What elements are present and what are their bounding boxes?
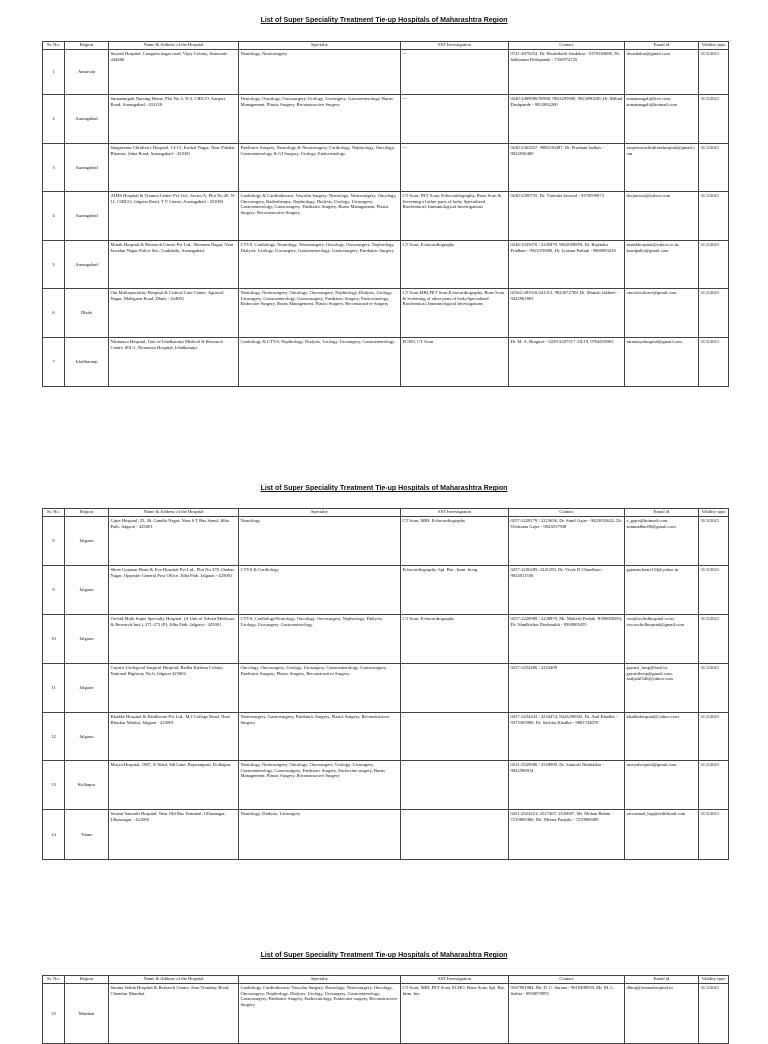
region-cell: Mumbai	[65, 984, 109, 1044]
hospital-name-cell: Gajre Hospital, 25, 26, Gandhi Nagar, Near S T Bus Stand, Jilha Path, Jalgaon - 425001	[109, 517, 239, 566]
header-contact: Contact	[509, 42, 625, 50]
specialty-cell: Neurology, Dialysis, Urosurgery	[239, 810, 401, 860]
validity-cell: 31/3/2021	[699, 566, 729, 615]
email-cell: ceo@orchidhospital.co.in, ceo.orchidhospital@gmail.com	[625, 615, 699, 664]
table-row	[43, 241, 729, 289]
sr-no-cell: 1	[43, 50, 65, 95]
region-cell: Aurangabad	[65, 144, 109, 192]
sr-no-cell: 11	[43, 664, 65, 713]
email-cell: gayatri_hosp@bsnl.in, gayatrihosp@gmail.com, anilpatil346@yahoo.com	[625, 664, 699, 713]
contact-cell: 0257-2228179 / 2223656, Dr. Sunil Gajre - 9823032622, Dr. Tilottama Gajre - 9823017938	[509, 517, 625, 566]
validity-cell: 31/3/2021	[699, 192, 729, 241]
specialty-cell: Neurosurgery, Gastrosurgery, Paediatric Surgery, Plastic Surgery, Reconstructive Surgery	[239, 713, 401, 761]
header-sst: SST Investigation	[401, 509, 509, 517]
specialty-cell: Cardiology & CTVS, Nephrology, Dialysis, Urology, Urosurgery, Gastroenterology	[239, 338, 401, 387]
sr-no-cell: 7	[43, 338, 65, 387]
region-cell: Aurangabad	[65, 241, 109, 289]
page-title: List of Super Speciality Treatment Tie-up Hospitals of Maharashtra Region	[260, 952, 508, 959]
header-region: Region	[65, 42, 109, 50]
hospital-name-cell: Morya Hospital, 1987, E Ward, 9th Lane, Rajarampuri, Kolhapur.	[109, 761, 239, 810]
region-cell: Thane	[65, 810, 109, 860]
contact-cell: 0257-2254406 / 2254409	[509, 664, 625, 713]
hospital-name-cell: Gayatri Urological Surgical Hospital, Radha Krishna Colony, National Highway No.6, Jalgaon 425002	[109, 664, 239, 713]
header-sst: SST Investigation	[401, 976, 509, 984]
email-cell: manikhospital@yahoo.co.in, kondpallo@gmail.com	[625, 241, 699, 289]
validity-cell: 31/3/2021	[699, 713, 729, 761]
region-cell: Jalgaon	[65, 713, 109, 761]
table-row	[43, 517, 729, 566]
specialty-cell: Paediatric Surgery, Neurology & Neurosurgery, Cardiology, Nephrology, Oncology, Gastroenterology & GI Surgery, Urology, Endocrinology	[239, 144, 401, 192]
header-email: Email id	[625, 976, 699, 984]
header-region: Region	[65, 509, 109, 517]
table-row	[43, 810, 729, 860]
hospital-table	[42, 41, 729, 387]
email-cell: drvjaiswal@yahoo.com	[625, 192, 699, 241]
header-specialty: Specialty	[239, 509, 401, 517]
sst-investigation-cell: CT Scan, MRI, Echocardiography	[401, 517, 509, 566]
region-cell: Amravati	[65, 50, 109, 95]
validity-cell: 31/3/2021	[699, 144, 729, 192]
contact-cell: 9167901984, Mr. D. C. Surana - 9619498559, Mr. M. L. Sethia - 9930070995	[509, 984, 625, 1044]
sr-no-cell: 5	[43, 241, 65, 289]
sr-no-cell: 14	[43, 810, 65, 860]
contact-cell: 0240-2335070 / 2345879, 9822058859, Dr. Rajendra Pradhan - 9923370000, Dr. Jyotsna Pathak - 9860083210	[509, 241, 625, 289]
header-contact: Contact	[509, 509, 625, 517]
sst-investigation-cell: ---	[401, 144, 509, 192]
hospital-name-cell: Khadke Hospital & Healthcare Pvt Ltd., M J College Road, Near Bhaskar Market, Jalgaon - 425001	[109, 713, 239, 761]
hospital-name-cell: Surana Sethia Hospital & Research Centre, Sion Trombay Road, Chembur Mumbai.	[109, 984, 239, 1044]
sst-investigation-cell: CT Scan, PET Scan, Echocardiography, Bone Scan & Screening of other parts of body, Specialized Biochemical, Immunological Investigations	[401, 192, 509, 241]
email-cell: omcriticalcare@gmail.com	[625, 289, 699, 338]
specialty-cell: CTVS & Cardiology	[239, 566, 401, 615]
email-cell: drsasdakar@gmail.com	[625, 50, 699, 95]
header-validity: Validity upto	[699, 509, 729, 517]
sr-no-cell: 12	[43, 713, 65, 761]
validity-cell: 31/3/2021	[699, 810, 729, 860]
header-region: Region	[65, 976, 109, 984]
email-cell: dhiraj@suranahospital.in	[625, 984, 699, 1044]
header-email: Email id	[625, 42, 699, 50]
validity-cell: 31/3/2021	[699, 664, 729, 713]
email-cell: sanjeevanichildrenshospital@gmail.com	[625, 144, 699, 192]
contact-cell: 02562-283316/241313, 9823072788, Dr. Manish Jakhete - 9422961803	[509, 289, 625, 338]
specialty-cell: Neurology, Neurosurgery, Oncology, Oncosurgery, Urology, Urosurgery, Gastroenterology, Gastrosurgery, Paediatric Surgery, Endocrine surgery, Burns Management, Plastic Surgery, Reconstructive Surgery	[239, 761, 401, 810]
validity-cell: 31/3/2021	[699, 984, 729, 1044]
table-row	[43, 713, 729, 761]
table-header-row	[43, 509, 729, 517]
header-sr-no: Sr. No.	[43, 42, 65, 50]
validity-cell: 31/3/2021	[699, 761, 729, 810]
table-row	[43, 664, 729, 713]
specialty-cell: Neurology, Neurosurgery	[239, 50, 401, 95]
specialty-cell: CTVS, Cardiology, Neurology, Neurosurgery, Oncology, Oncosurgery, Nephrology, Dialysis, Urology, Urosurgery, Gastroenterology, Gastrosurgery, Paediatric Surgery	[239, 241, 401, 289]
header-sst: SST Investigation	[401, 42, 509, 50]
sr-no-cell: 3	[43, 144, 65, 192]
sst-investigation-cell: CT Scan,MRI,PET Scan,Echocardiography, Bone Scan & Screening of other parts of body,Specialized Biochemical, Immunological Investigations	[401, 289, 509, 338]
email-cell: sarvanand_hsp@rediffmail.com	[625, 810, 699, 860]
table-row	[43, 761, 729, 810]
contact-cell: 0240-2363457, 9980150487, Dr. Prashant Jadhav - 9822036400	[509, 144, 625, 192]
table-row	[43, 338, 729, 387]
contact-cell: 0257-2228989 / 2228970, Mr. Mukesh Pathak -8390000283, Dr. Nandkishor Deshmukh - 8390005455	[509, 615, 625, 664]
sst-investigation-cell: CT Scan, Echocardiography	[401, 241, 509, 289]
table-row	[43, 50, 729, 95]
sst-investigation-cell: ECHO, CT Scan	[401, 338, 509, 387]
sst-investigation-cell: CT Scan, Echocardiography	[401, 615, 509, 664]
specialty-cell: Cardiology, Cardiothoracic Vascular Surgery, Neurology, Neurosurgery, Oncology, Oncosurgery, Nephrology, Dialysis, Urology, Urosurgery, Gastroenterology, Gastrosurgery, Paediatric Surgery, Endocrinology, Endocrine surgery, Reconstructive Surgery	[239, 984, 401, 1044]
specialty-cell: Neurology, Oncology, Oncosurgery, Urology, Urosurgery, Gastroenterology, Burns Management, Plastic Surgery, Reconstructive Surgery	[239, 95, 401, 144]
sr-no-cell: 8	[43, 517, 65, 566]
hospital-name-cell: Shree Gajanan Heart & Eye Hospital Pvt Ltd., Plot No.370, Omkar Nagar, Opposite General Post Office, Jilha Path, Jalgaon - 425001	[109, 566, 239, 615]
table-row	[43, 615, 729, 664]
sr-no-cell: 9	[43, 566, 65, 615]
table-header-row	[43, 976, 729, 984]
region-cell: Jalgaon	[65, 615, 109, 664]
header-specialty: Specialty	[239, 976, 401, 984]
header-validity: Validity upto	[699, 42, 729, 50]
email-cell: gajanan.heart134@yahoo.in	[625, 566, 699, 615]
contact-cell: 0251-2524251/ 2527467/ 2520607, Mr. Mohan Balani - 7219809406, Ms. Meena Punjabi - 7219809409	[509, 810, 625, 860]
hospital-table-block	[42, 41, 728, 387]
sr-no-cell: 15	[43, 984, 65, 1044]
region-cell: Aurangabad	[65, 192, 109, 241]
email-cell: sumanangali@live.com, sumanangali@hotmail.com	[625, 95, 699, 144]
hospital-table	[42, 975, 729, 1044]
region-cell: Dhule	[65, 289, 109, 338]
page-title: List of Super Speciality Treatment Tie-up Hospitals of Maharashtra Region	[260, 17, 508, 24]
header-email: Email id	[625, 509, 699, 517]
validity-cell: 31/3/2021	[699, 50, 729, 95]
hospital-name-cell: Sumanangali Nursing Home, Plot No.3, N-2, CIDCO, Aarport Road, Aurangabad - 431210	[109, 95, 239, 144]
sst-investigation-cell: -	[401, 810, 509, 860]
sst-investigation-cell: Echocardiography, Spl. Bio., Imm. Invtg	[401, 566, 509, 615]
contact-cell: 0240-2390755, Dr. Virendra Jaiswal - 9370590973	[509, 192, 625, 241]
contact-cell: 0231-2529006 / 2529009, Dr. Santosh Nimbalkar - 9822580914	[509, 761, 625, 810]
sr-no-cell: 6	[43, 289, 65, 338]
header-contact: Contact	[509, 976, 625, 984]
table-row	[43, 984, 729, 1044]
email-cell: moryahospital@gmail.com	[625, 761, 699, 810]
specialty-cell: Oncology, Oncosurgery, Urology, Urosurgery, Gastroenterology, Gastrosurgery, Paediatric Surgery, Plastic Surgery, Reconstructive Surgery	[239, 664, 401, 713]
email-cell: s_gajre@hotmail.com, sunmadhav86@gmail.com	[625, 517, 699, 566]
region-cell: Ichalkaranji	[65, 338, 109, 387]
header-specialty: Specialty	[239, 42, 401, 50]
hospital-name-cell: Swami Samarth Hospital, Near Old Bus Terminal, Ulhasnagar, Ulhasnagar - 421005	[109, 810, 239, 860]
table-row	[43, 289, 729, 338]
table-row	[43, 566, 729, 615]
region-cell: Jalgaon	[65, 566, 109, 615]
validity-cell: 31/3/2021	[699, 95, 729, 144]
hospital-table	[42, 508, 729, 860]
contact-cell: 0240-2489906/95900, 9823295900, 9823090249, Dr. Milind Deshpande - 9923002200	[509, 95, 625, 144]
hospital-name-cell: Om Multispeciality Hospital & Critical Care Center, Agrawal Nagar, Malegaon Road, Dhule - 424001	[109, 289, 239, 338]
validity-cell: 31/3/2021	[699, 289, 729, 338]
sst-investigation-cell: -	[401, 713, 509, 761]
hospital-table-block	[42, 508, 728, 860]
validity-cell: 31/3/2021	[699, 241, 729, 289]
hospital-name-cell: Sangeevani Children's Hospital, 14-15, Kushal Nagar, Near Paladar Bhawan, Jalna Road, Aurangabad - 431001	[109, 144, 239, 192]
region-cell: Kolhapur	[65, 761, 109, 810]
region-cell: Jalgaon	[65, 517, 109, 566]
email-cell: khadkehospital@yahoo.com	[625, 713, 699, 761]
page-title: List of Super Speciality Treatment Tie-up Hospitals of Maharashtra Region	[260, 485, 508, 492]
sst-investigation-cell: ---	[401, 95, 509, 144]
specialty-cell: Neurology	[239, 517, 401, 566]
hospital-name-cell: Manik Hospital & Research Center Pvt Ltd., Shivnam Nagar, Near Jawahar Nagar Police Stn., Garkheda, Aurangabad.	[109, 241, 239, 289]
contact-cell: 0257-2236285/ 2241293, Dr. Vivek D Chaudhari - 9823011550	[509, 566, 625, 615]
table-header-row	[43, 42, 729, 50]
contact-cell: Dr. M. A. Borgave - 0230-2437517 /18/19, 9764019003	[509, 338, 625, 387]
sst-investigation-cell: -	[401, 761, 509, 810]
header-hospital: Name & Address of the Hospital	[109, 509, 239, 517]
hospital-name-cell: AIMS Hospital & Trauma Center Pvt Ltd., Sector A, Plot No.20, N-11, CIDCO, Jalgaon Road, T V Center, Aurangabad - 431003	[109, 192, 239, 241]
region-cell: Jalgaon	[65, 664, 109, 713]
validity-cell: 31/3/2021	[699, 517, 729, 566]
region-cell: Aurangabad	[65, 95, 109, 144]
header-validity: Validity upto	[699, 976, 729, 984]
hospital-name-cell: Niramaya Hospital, Unit of Ichalkaranji Medical & Research Centre, 801/1, Niramaya Hospital, Ichalkaranji.	[109, 338, 239, 387]
sr-no-cell: 13	[43, 761, 65, 810]
contact-cell: 0721-2679252, Dr. Hrushikesh Sasdakar - 9370184080, Dr. Sakharam Deshpande - 7350974725	[509, 50, 625, 95]
sst-investigation-cell: CT Scan, MRI, PET Scan, ECHO, Bone Scan, Spl. Bio. Imm. Inv.	[401, 984, 509, 1044]
hospital-name-cell: Orchid Multi Super Specialty Hospital, (A Unit of Advait Medicare & Research Inst.), 271-272 (P), Jilha Path, Jalgaon - 425001	[109, 615, 239, 664]
header-sr-no: Sr. No.	[43, 509, 65, 517]
table-row	[43, 144, 729, 192]
sr-no-cell: 2	[43, 95, 65, 144]
specialty-cell: Neurology, Neurosurgery, Oncology, Oncosurgery, Nephrology, Dialysis, Urology, Urosurgery, Gastroenterology, Gastrosurgery, Paediatric Surgery, Endocrinology, Endocrine Surgery, Burns Management, Plastic Surgery, Reconstructive Surgery	[239, 289, 401, 338]
specialty-cell: Cardiology & Cardiothoracic Vascular Surgery, Neurology, Neurosurgery, Oncology, Oncosurgery, Radiotherapy, Nephrology, Dialysis, Urology, Urosurgery, Gastroenterology, Gastrosurgery, Paediatric Surgery, Burns Management, Plastic Surgery, Reconstructive Surgery	[239, 192, 401, 241]
sr-no-cell: 10	[43, 615, 65, 664]
header-hospital: Name & Address of the Hospital	[109, 976, 239, 984]
sst-investigation-cell: -	[401, 664, 509, 713]
specialty-cell: CTVS, CardiologyNeurology, Oncology, Oncosurgery, Nephrology, Dialysis, Urology, Urosurgery, Gastroenterology	[239, 615, 401, 664]
email-cell: niramayahospital@gmail.com	[625, 338, 699, 387]
hospital-name-cell: Suyash Hospital, Congress nagar road, Vijay Colony, Amravati-444606	[109, 50, 239, 95]
table-row	[43, 95, 729, 144]
hospital-table-block	[42, 975, 728, 1044]
validity-cell: 31/3/2021	[699, 338, 729, 387]
header-sr-no: Sr. No.	[43, 976, 65, 984]
sr-no-cell: 4	[43, 192, 65, 241]
header-hospital: Name & Address of the Hospital	[109, 42, 239, 50]
contact-cell: 0257-2234443 / 2234474, 9423296945, Dr. Anil Khadke - 9373365980, Dr. Sachita Khadke - 9881744070	[509, 713, 625, 761]
table-row	[43, 192, 729, 241]
validity-cell: 31/3/2021	[699, 615, 729, 664]
sst-investigation-cell: ---	[401, 50, 509, 95]
